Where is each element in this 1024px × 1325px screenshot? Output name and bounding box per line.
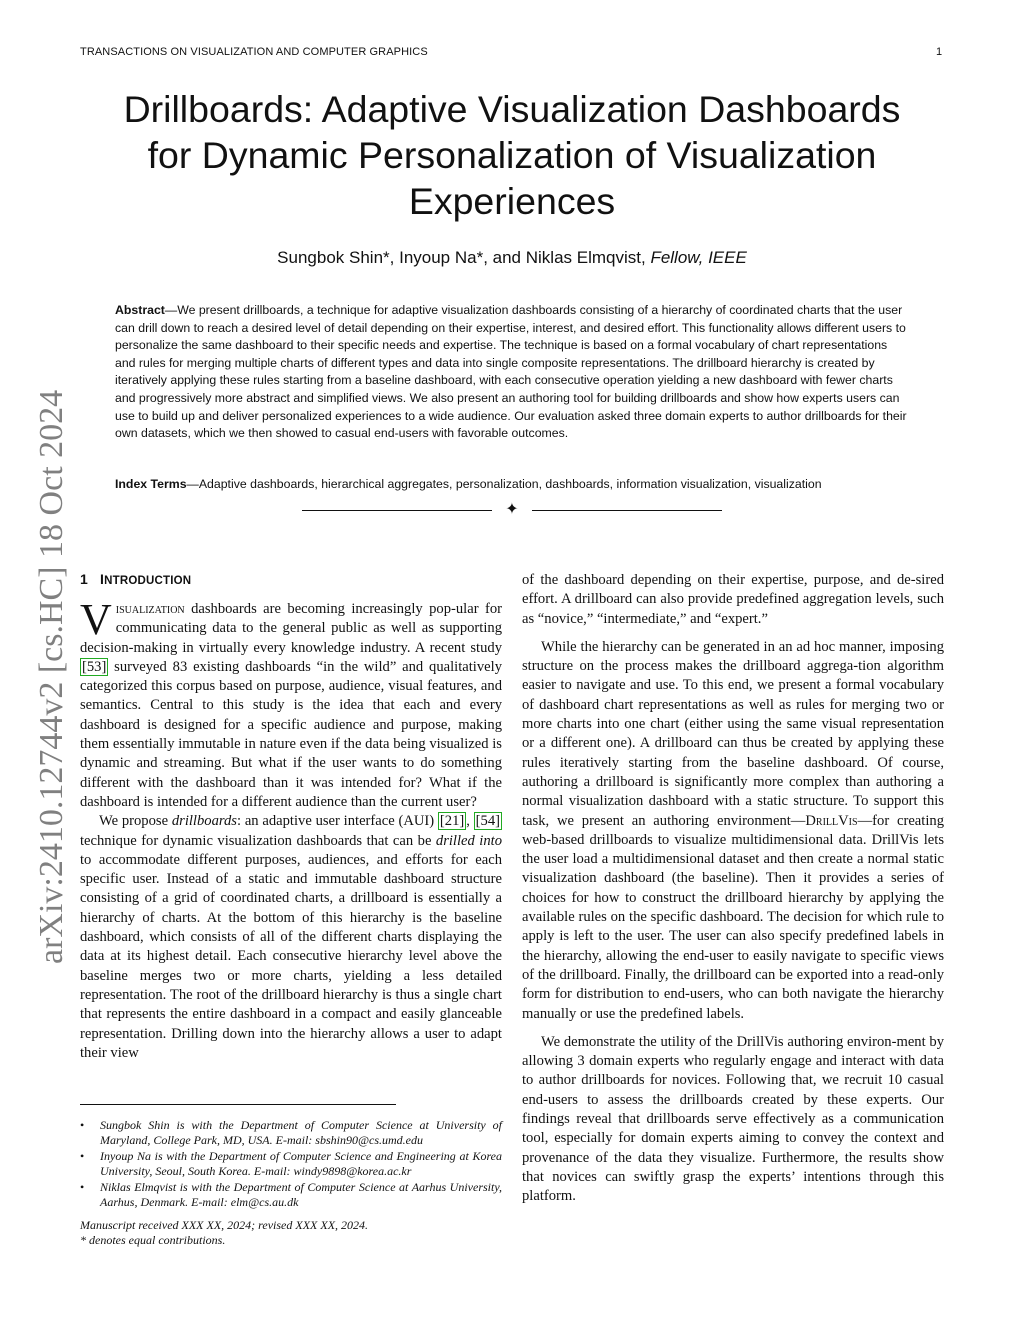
paragraph-text: technique for dynamic visualization dashboards that can be [80,832,436,849]
paper-title [80,86,944,224]
author-fellow: Fellow, IEEE [650,248,747,267]
separator-diamond-icon: ✦ [505,501,519,518]
footnote-text: Sungbok Shin is with the Department of Computer Science at University of Maryland, College Park, MD, USA. E-mail: sbshin90@cs.umd.edu [100,1118,502,1147]
section-heading-introduction [80,571,502,587]
author-list [80,248,944,268]
intro-paragraph-3: of the dashboard depending on their expertise, purpose, and de-sired effort. A drillboard can also provide predefined aggregation levels, such as “novice,” “intermediate,” and “expert.” [522,572,944,627]
separator-line-left [302,510,492,511]
title-line-2: for Dynamic Personalization of Visualization [147,134,877,176]
intro-paragraph-1 [80,595,502,812]
drop-cap-smallcaps: isualization [115,601,185,617]
separator-line-right [532,510,722,511]
bullet-icon: • [80,1118,85,1132]
footnote-item [80,1180,502,1209]
paragraph-text: surveyed 83 existing dashboards “in the wild” and qualitatively categorized this corpus based on purpose, audience, visual features, and semantics. Central to this study is the idea that each and every dashboard is designed for a specific audience and purpose, making them essentially immutable in nature even if the data being visualized is dynamic and streaming. But what if the user wants to do something different with the dashboard than it was intended for? What if the dashboard is intended for a different audience than the current user? [80,658,502,810]
abstract [115,302,910,443]
page-number: 1 [936,46,943,58]
paragraph-text: to accommodate different purposes, audiences, and efforts for each specific user. Instead of a static and immutable dashboard structure consisting of a grid of coordinated charts, a drillboard is essentially a hierarchy of charts. At the bottom of this hierarchy is the baseline dashboard, which consists of all of the different charts displaying the data at its highest detail. Each consecutive hierarchy level above the baseline merges two or more charts, yielding a less detailed representation. The root of the drillboard hierarchy is thus a single chart that represents the entire dashboard in a compact and easily glanceable representation. Drilling down into the hierarchy allows a user to adapt their view [80,851,502,1061]
index-terms-text: —Adaptive dashboards, hierarchical aggregates, personalization, dashboards, information visualization, visualization [186,477,822,491]
section-title-first-letter: I [100,571,105,587]
section-title-rest: NTRODUCTION [104,575,192,587]
footnote-item [80,1149,502,1178]
intro-paragraph-5: We demonstrate the utility of the DrillVis authoring environ-ment by allowing 3 domain experts who regularly engage and interact with data to author drillboards for novices. Following that, we recruit 10 casual end-users to assess the drillboards created by these experts. Our findings reveal that drillboards serve effectively as a communication tool, especially for domain experts aiming to convey the context and provenance of the data they visualize. Furthermore, the results show that novices can swiftly grasp the experts’ intentions through this platform. [522,1033,944,1205]
footnote-rule [80,1104,396,1105]
footnote-list [80,1118,502,1212]
bullet-icon: • [80,1149,85,1164]
citation-link[interactable]: [54] [475,813,500,830]
manuscript-note [80,1218,502,1247]
paragraph-text: While the hierarchy can be generated in an ad hoc manner, imposing structure on the process makes the drillboard aggrega-tion algorithm easier to navigate and use. To this end, we present a formal vocabulary of dashboard chart representations as well as rules for merging two or more charts into one chart (either using the same visual representation or a different one). A drillboard can thus be created by applying these rules iteratively starting from the baseline dashboard. Of course, authoring a drillboard is significantly more complex than authoring a normal visualization dashboard with a static structure. To support this task, we present an authoring environment— [522,638,944,829]
footnote-text: Niklas Elmqvist is with the Department of Computer Science at Aarhus University, Aarhus, Denmark. E-mail: elm@cs.au.dk [100,1180,502,1209]
paragraph-text: : an adaptive user interface (AUI) [237,813,438,830]
emphasis-text: drillboards [171,813,237,830]
citation-link[interactable]: [53] [82,658,107,675]
index-terms [115,476,910,494]
manuscript-received: Manuscript received XXX XX, 2024; revised XXX XX, 2024. [80,1218,369,1232]
title-line-3: Experiences [408,180,616,222]
title-line-1: Drillboards: Adaptive Visualization Dashboards [123,88,901,130]
drillvis-name: DrillVis [805,812,858,829]
citation-link[interactable]: [21] [439,813,465,830]
equal-contributions-note: * denotes equal contributions. [80,1232,226,1247]
emphasis-text: drilled into [435,832,502,849]
paragraph-text: We propose [99,813,172,830]
running-head: TRANSACTIONS ON VISUALIZATION AND COMPUTER GRAPHICS [80,46,428,58]
right-column [522,571,944,1207]
footnote-item [80,1118,502,1147]
drop-cap: V [80,595,112,644]
paragraph-text: —for creating web-based drillboards to visualize multidimensional data. DrillVis lets the user load a multidimensional dataset and then create a normal static visualization dashboard (the baseline). Then it provides a series of choices for how to construct the drillboard hierarchy by applying the available rules on the specific dashboard. The decision for which rule to apply is left to the user. The user can also specify predefined labels in the hierarchy, allowing the end-user to easily navigate to specific views of the drillboard. Finally, the drillboard can be exported into a read-only form for distribution to end-users, who can both navigate the hierarchy manually or use the predefined labels. [522,812,944,1022]
abstract-label: Abstract [115,303,165,317]
author-names: Sungbok Shin*, Inyoup Na*, and Niklas Elmqvist, [277,248,646,267]
intro-paragraph-2 [80,812,502,1063]
abstract-text: —We present drillboards, a technique for adaptive visualization dashboards consisting of a hierarchy of coordinated charts that the user can drill down to reach a desired level of detail depending on their expertise, interest, and desired effort. This functionality allows different users to personalize the same dashboard to their specific needs and expertise. The technique is based on a formal vocabulary of chart representations and rules for merging multiple charts of different types and data into single composite representations. The drillboard hierarchy is created by iteratively applying these rules starting from a baseline dashboard, with each consecutive operation yielding a new dashboard with fewer charts and progressively more abstract and simplified views. We also present an authoring tool for building drillboards and show how experts users can use to build up and deliver personalized experiences to a wide audience. Our evaluation asked three domain experts to author drillboards for their own datasets, which we then showed to casual end-users with favorable outcomes. [115,303,907,441]
paragraph-text: dashboards are becoming increasingly pop-ular for communicating data to the general public as well as supporting decision-making in virtually every knowledge industry. A recent study [80,601,502,656]
paragraph-text: , [466,813,474,830]
bullet-icon: • [80,1180,85,1195]
section-number: 1 [80,571,88,587]
intro-paragraph-4 [522,638,944,1024]
arxiv-stamp[interactable]: arXiv:2410.12744v2 [cs.HC] 18 Oct 2024 [33,389,70,964]
footnote-text: Inyoup Na is with the Department of Computer Science and Engineering at Korea University, Seoul, South Korea. E-mail: windy9898@korea.ac.kr [100,1149,502,1178]
left-column [80,571,502,1063]
index-terms-label: Index Terms [115,477,187,491]
